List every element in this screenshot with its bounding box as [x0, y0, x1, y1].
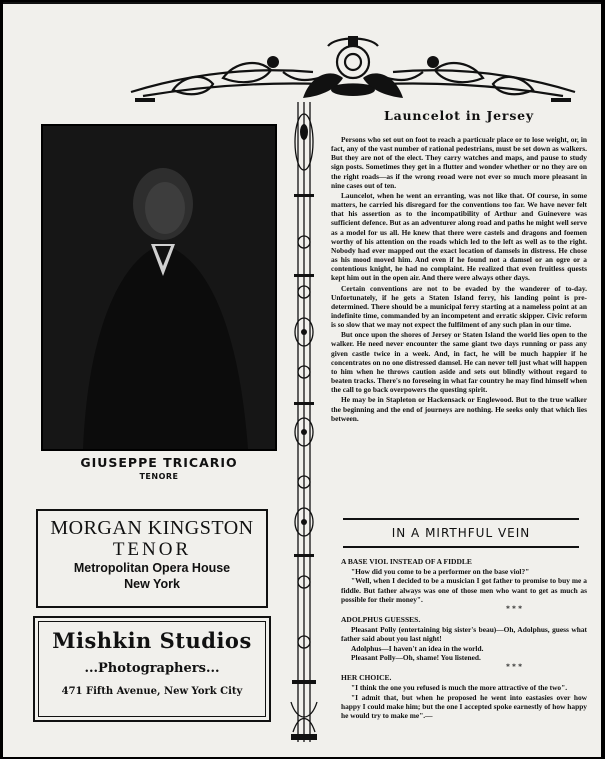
- joke-title: ADOLPHUS GUESSES.: [341, 615, 421, 625]
- vertical-ornament-icon: [289, 102, 319, 742]
- header-ornament-icon: [123, 32, 583, 104]
- magazine-page: [3, 2, 601, 757]
- joke-title: HER CHOICE.: [341, 673, 392, 683]
- section-stars: * * *: [506, 604, 522, 614]
- joke-item: [341, 557, 587, 613]
- kingston-role: TENOR: [112, 539, 192, 560]
- article-column: [331, 108, 587, 423]
- mishkin-tagline: ...Photographers...: [84, 661, 220, 676]
- mirthful-heading: IN A MIRTHFUL VEIN: [343, 518, 579, 548]
- portrait-figure-icon: [43, 126, 275, 449]
- joke-item: [341, 673, 587, 720]
- article-title: Launcelot in Jersey: [384, 108, 534, 123]
- joke-line: "Well, when I decided to be a musician I got father to promise to buy me a fiddle. But father always was one of those men who want to get as much as possible for their money".: [341, 576, 587, 604]
- joke-line: Pleasant Polly—Oh, shame! You listened.: [351, 653, 481, 663]
- portrait-name: GIUSEPPE TRICARIO: [80, 455, 238, 470]
- top-rule: [3, 2, 601, 4]
- mishkin-ad: [33, 616, 271, 722]
- joke-title: A BASE VIOL INSTEAD OF A FIDDLE: [341, 557, 472, 566]
- article-paragraph: Persons who set out on foot to reach a particualr place or to lose weight, or, in fact, any of the vast number of rational pedestrians, must be set down as walkers. But they are not of the elect. They carry watches and maps, and pause to study sign posts. Sometimes they get in a flutter and wonder whether or no they are on the right roads—as if the wrong reoad were not ever so much more pleasant in nine cases out of ten.: [331, 135, 587, 190]
- joke-item: [341, 615, 587, 671]
- joke-line: "I think the one you refused is much the more attractive of the two".: [351, 683, 568, 693]
- joke-line: "How did you come to be a performer on the base viol?": [351, 567, 530, 576]
- article-paragraph: Certain conventions are not to be evaded by the wanderer of to-day. Unfortunately, if he gets a Staten Island ferry, his landing point is pre-determined. There should be a municipal ferry starting at a nameless point at an indefinite time, commanded by an incompetent and erratic skipper. Civic reform is so slow that we may not expect the fulfilment of any such plan in our time.: [331, 283, 587, 330]
- kingston-name: MORGAN KINGSTON: [50, 517, 254, 539]
- joke-line: Pleasant Polly (entertaining big sister's beau)—Oh, Adolphus, guess what father said about you last night!: [341, 625, 587, 644]
- article-body: [331, 135, 587, 423]
- mirthful-section: [341, 557, 587, 723]
- article-paragraph: Launcelot, when he went an erranting, was not like that. Of course, in some matters, he carried his disregard for the conventions too far. We have never felt that his assertion as to the incompatibility of Arthur and Guinevere was sufficient defence. But as an adventurer along road and paths he might well serve as a model for us all. He knew that there were castels and dragons and foemen worthy of his attention on the roads which led to the left as well as to the right. Nobody had ever mapped out the exact location of damsels in distress. He chose as his mood moved him. And even if he found not a damsel or an ogre or a contentious knight, he had no complaint. He realized that even fruitless quests kept him out in the open air. And there were always other days.: [331, 190, 587, 283]
- mishkin-name: Mishkin Studios: [52, 628, 252, 653]
- portrait-photo: [41, 124, 277, 451]
- article-paragraph: He may be in Stapleton or Hackensack or Englewood. But to the true walker the beginning and the end of journeys are nothing. He seeks only that which lies between.: [331, 395, 587, 423]
- section-stars: * * *: [506, 662, 522, 672]
- mishkin-address: 471 Fifth Avenue, New York City: [61, 686, 243, 697]
- article-paragraph: But once upon the shores of Jersey or Staten Island the world lies open to the walker. He need never encounter the same giant two days running or pass any given castle twice in a week. And, in fact, he will be much happier if he concentrates on no one distressed damsel. He can never tell just what will happen to him when he throws caution aside and sets out blindly without regard to beaten tracks. There's no foreseing in what far country he may find himself when the call to go back overpowers the questing spirit.: [331, 330, 587, 395]
- kingston-venue: Metropolitan Opera House: [73, 561, 231, 575]
- joke-line: Adolphus—I haven't an idea in the world.: [351, 643, 484, 653]
- kingston-ad: [36, 509, 268, 608]
- kingston-city: New York: [124, 577, 180, 591]
- portrait-subtitle: TENORE: [139, 472, 179, 481]
- joke-line: "I admit that, but when he proposed he went into eastasies over how happy I could make him; but the one I accepted spoke earnestly of how happy he would try to make me".—: [341, 692, 587, 721]
- mishkin-inner-frame: [38, 621, 266, 717]
